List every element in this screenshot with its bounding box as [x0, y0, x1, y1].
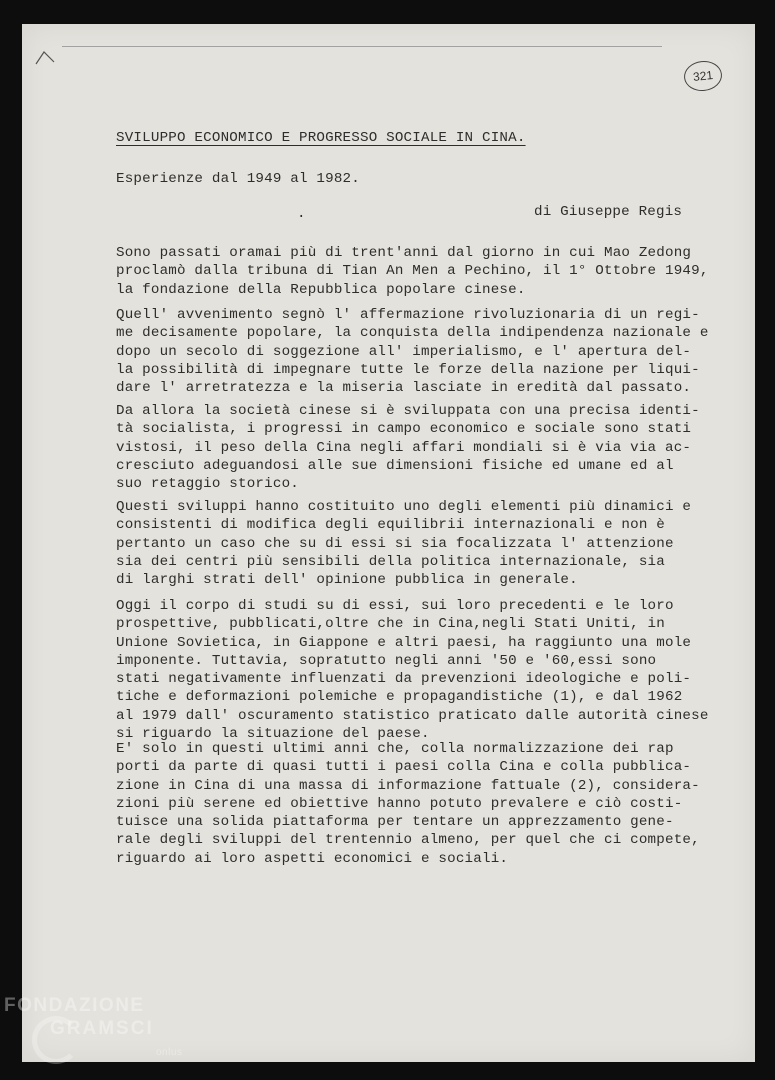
corner-pencil-mark-icon	[34, 48, 58, 66]
top-rule-line	[62, 46, 662, 47]
watermark-line-2: GRAMSCI	[50, 1018, 154, 1039]
archive-number-stamp: 321	[683, 59, 724, 93]
paragraph-2: Quell' avvenimento segnò l' affermazione rivoluzionaria di un regi- me decisamente popolare, la conquista della indipendenza nazionale e dopo un secolo di soggezione all' imperialismo, e l' apertura del- la possibilità di impegnare tutte le forze della nazione per liqui- dare l' arretratezza e la miseria lasciate in eredità dal passato.	[116, 307, 709, 397]
watermark-line-3: onlus	[156, 1047, 183, 1058]
paragraph-4: Questi sviluppi hanno costituito uno degli elementi più dinamici e consistenti di modifica degli equilibrii internazionali e non è pertanto un caso che su di essi si sia focalizzata l' attenzione sia dei centri più sensibili della politica internazionale, sia di larghi strati dell' opinione pubblica in generale.	[116, 499, 692, 589]
document-subtitle: Esperienze dal 1949 al 1982.	[116, 171, 360, 187]
paragraph-3: Da allora la società cinese si è sviluppata con una precisa identi- tà socialista, i progressi in campo economico e sociale sono stati vistosi, il peso della Cina negli affari mondiali si è via via ac- cresciuto adeguandosi alle sue dimensioni fisiche ed umane ed al suo retaggio storico.	[116, 403, 700, 493]
paragraph-6: E' solo in questi ultimi anni che, colla normalizzazione dei rap porti da parte di quasi tutti i paesi colla Cina e colla pubblica- zione in Cina di una massa di informazione fattuale (2), considera- zioni più serene ed obiettive hanno potuto prevalere e ciò costi- tuisce una solida piattaforma per tentare un apprezzamento gene- rale degli sviluppi del trentennio almeno, per quel che ci compete, riguardo ai loro aspetti economici e sociali.	[116, 741, 700, 867]
document-title: SVILUPPO ECONOMICO E PROGRESSO SOCIALE IN CINA.	[116, 130, 526, 146]
paragraph-5: Oggi il corpo di studi su di essi, sui loro precedenti e le loro prospettive, pubblicati,oltre che in Cina,negli Stati Uniti, in Unione Sovietica, in Giappone e altri paesi, ha raggiunto una mole imponente. Tuttavia, sopratutto negli anni '50 e '60,essi sono stati negativamente influenzati da prevenzioni ideologiche e poli- tiche e deformazioni polemiche e propagandistiche (1), e dal 1962 al 1979 dall' oscuramento statistico praticato dalle autorità cinese si riguardo la situazione del paese.	[116, 598, 709, 743]
gramsci-logo-icon	[32, 1016, 80, 1064]
paragraph-1: Sono passati oramai più di trent'anni dal giorno in cui Mao Zedong proclamò dalla tribuna di Tian An Men a Pechino, il 1° Ottobre 1949, la fondazione della Repubblica popolare cinese.	[116, 245, 709, 298]
author-line: di Giuseppe Regis	[534, 204, 683, 220]
fondazione-gramsci-watermark	[4, 996, 182, 1058]
watermark-line-1: FONDAZIONE	[4, 995, 145, 1016]
document-page	[22, 24, 755, 1062]
stray-mark: .	[297, 206, 306, 222]
